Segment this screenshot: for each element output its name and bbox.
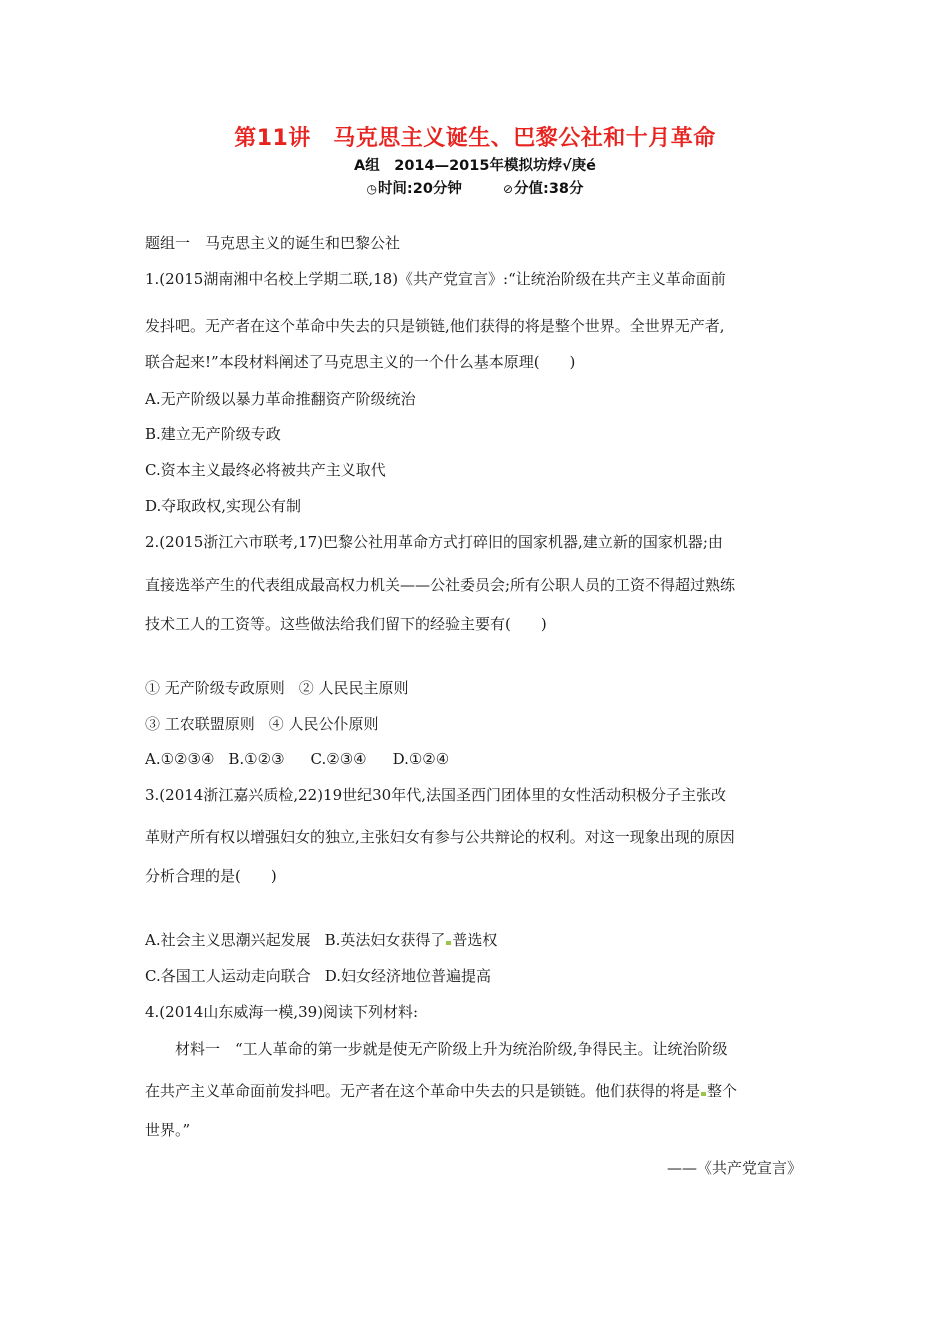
q2-item-3: ③ 工农联盟原则 (145, 715, 255, 733)
q3-option-c: C.各国工人运动走向联合 (145, 967, 311, 985)
q2-items-row-2 (145, 714, 379, 734)
q2-items-row-1 (145, 678, 409, 698)
time-info (366, 177, 461, 198)
q4-source: ——《共产党宣言》 (666, 1159, 802, 1177)
score-label: 分值:38分 (514, 181, 584, 197)
q3-options-row-1 (145, 930, 497, 950)
q2-option-a: A.①②③④ (145, 750, 215, 768)
q4-material-line-2-text: 在共产主义革命面前发抖吧。无产者在这个革命中失去的只是锁链。他们获得的将是 (145, 1082, 701, 1100)
q2-options (145, 749, 449, 769)
q2-stem-line-3: 技术工人的工资等。这些做法给我们留下的经验主要有( ) (145, 615, 547, 633)
check-circle-icon: ⊘ (502, 182, 514, 196)
ink-mark (701, 1092, 706, 1096)
q1-option-c: C.资本主义最终必将被共产主义取代 (145, 461, 386, 479)
q3-options-row-2 (145, 966, 491, 986)
q3-option-a: A.社会主义思潮兴起发展 (145, 931, 311, 949)
q1-stem-line-1: 1.(2015湖南湘中名校上学期二联,18)《共产党宣言》:“让统治阶级在共产主义革命面前 (145, 270, 726, 288)
q1-option-b: B.建立无产阶级专政 (145, 425, 281, 443)
q3-stem-line-3: 分析合理的是( ) (145, 867, 277, 885)
q3-stem-line-1: 3.(2014浙江嘉兴质检,22)19世纪30年代,法国圣西门团体里的女性活动积极分子主张改 (145, 786, 726, 804)
q2-option-d: D.①②④ (392, 750, 450, 768)
q3-option-b-tail: 普选权 (452, 931, 498, 949)
q2-item-1: ① 无产阶级专政原则 (145, 679, 285, 697)
ink-mark (446, 941, 451, 945)
q1-stem-line-3: 联合起来!”本段材料阐述了马克思主义的一个什么基本原理( ) (145, 353, 576, 371)
q1-stem-line-2: 发抖吧。无产者在这个革命中失去的只是锁链,他们获得的将是整个世界。全世界无产者, (145, 317, 725, 335)
q3-option-d: D.妇女经济地位普遍提高 (324, 967, 491, 985)
q2-item-2: ② 人民民主原则 (298, 679, 409, 697)
q2-stem-line-2: 直接选举产生的代表组成最高权力机关——公社委员会;所有公职人员的工资不得超过熟练 (145, 576, 736, 594)
q1-option-d: D.夺取政权,实现公有制 (145, 497, 302, 515)
q3-stem-line-2: 革财产所有权以增强妇女的独立,主张妇女有参与公共辩论的权利。对这一现象出现的原因 (145, 828, 735, 846)
q4-material-line-1: 材料一 “工人革命的第一步就是使无产阶级上升为统治阶级,争得民主。让统治阶级 (175, 1040, 728, 1058)
q2-stem-line-1: 2.(2015浙江六市联考,17)巴黎公社用革命方式打碎旧的国家机器,建立新的国家机器;由 (145, 533, 723, 551)
q3-option-b: B.英法妇女获得了 (324, 931, 446, 949)
page-subtitle: A组 2014—2015年模拟坊㶿√庚é (354, 158, 596, 174)
q2-item-4: ④ 人民公仆原则 (268, 715, 379, 733)
time-label: 时间:20分钟 (377, 181, 462, 197)
section-heading: 题组一 马克思主义的诞生和巴黎公社 (145, 234, 401, 252)
q2-option-c: C.②③④ (310, 750, 367, 768)
q4-material-line-2-tail: 整个 (707, 1082, 738, 1100)
clock-icon: ◷ (366, 182, 377, 196)
page-title: 第11讲 马克思主义诞生、巴黎公社和十月革命 (234, 126, 716, 151)
q2-option-b: B.①②③ (228, 750, 285, 768)
q4-stem: 4.(2014山东威海一模,39)阅读下列材料: (145, 1003, 419, 1021)
exam-meta (0, 177, 950, 198)
score-info (503, 177, 584, 198)
q1-option-a: A.无产阶级以暴力革命推翻资产阶级统治 (145, 390, 416, 408)
q4-material-line-2 (145, 1081, 737, 1101)
q4-material-line-3: 世界。” (145, 1121, 191, 1139)
